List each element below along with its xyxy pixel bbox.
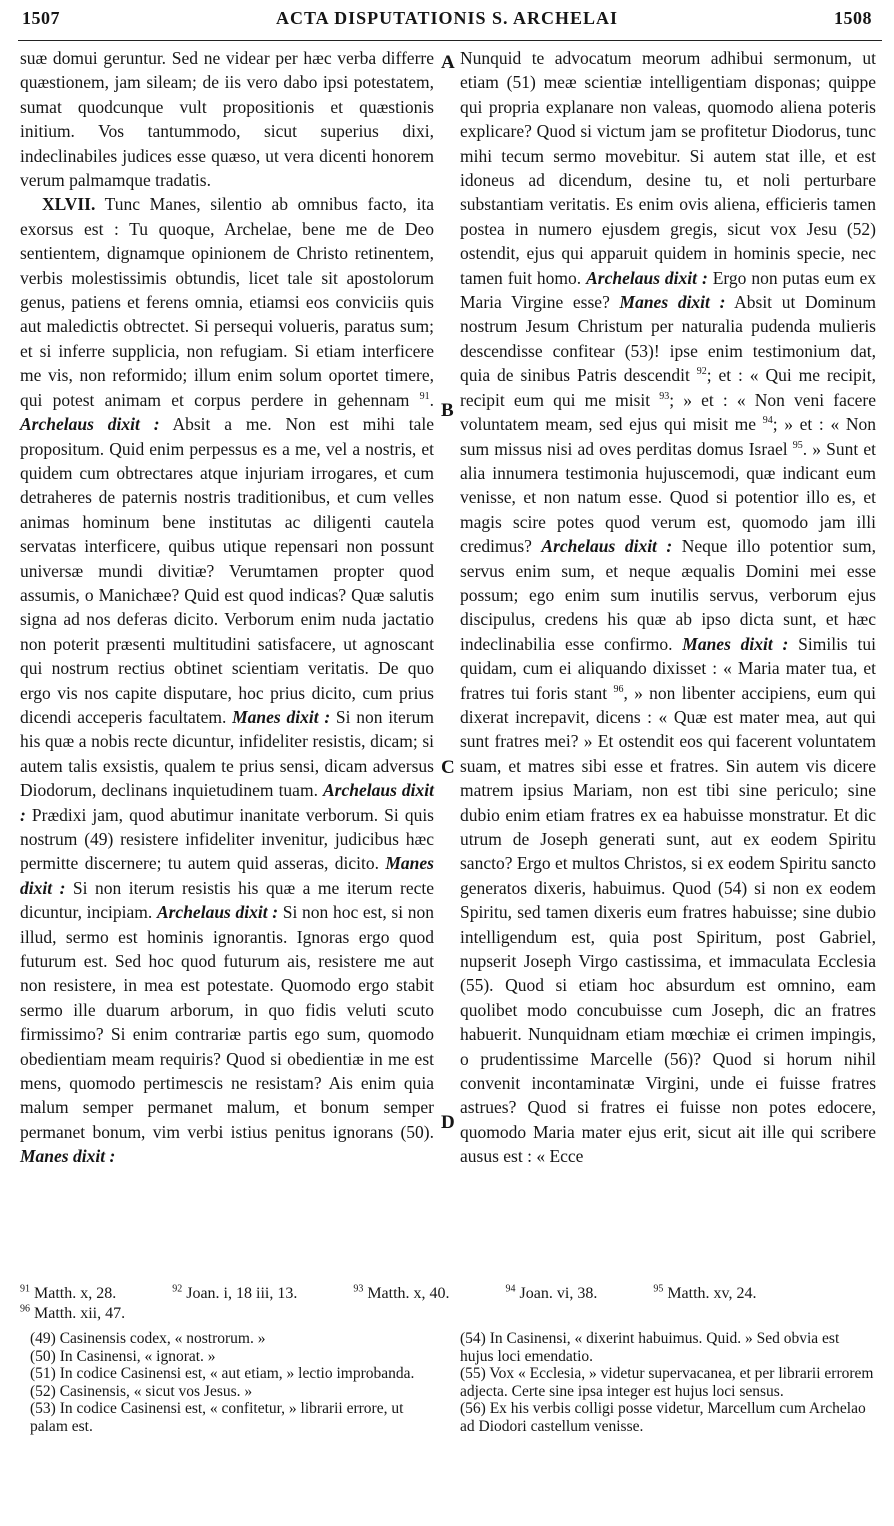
footnote-ref: 96 xyxy=(613,683,624,695)
speaker-label: Archelaus dixit : xyxy=(586,267,708,288)
page-number-left: 1507 xyxy=(22,8,60,28)
speaker-label: Archelaus dixit : xyxy=(20,780,434,825)
right-column xyxy=(460,46,876,1169)
footnote-ref: 91 xyxy=(419,390,430,402)
chapter-number: XLVII. xyxy=(42,194,96,215)
footnote-ref: 95 xyxy=(792,439,803,451)
footnote-ref: 94 xyxy=(762,415,773,427)
speaker-label: Manes dixit : xyxy=(20,1146,116,1167)
footnote: (55) Vox « Ecclesia, » videtur supervacanea, et per librarii errorem adjecta. Certe sine ipsa integer est hujus loci sensus. xyxy=(460,1365,874,1400)
header-rule xyxy=(18,40,882,41)
speaker-label: Manes dixit : xyxy=(619,292,726,313)
running-title: ACTA DISPUTATIONIS S. ARCHELAI xyxy=(275,8,619,28)
margin-marker-b: B xyxy=(441,400,454,421)
bible-note: $^{92}$ Joan. i, 18 iii, 13. xyxy=(172,1283,298,1302)
page-number-right: 1508 xyxy=(834,8,872,28)
speaker-label: Archelaus dixit : xyxy=(20,414,160,435)
paragraph: suæ domui geruntur. Sed ne videar per hæc verba differre quæstionem, jam sileam; de iis vero dabo ipsi potestatem, sumat quodcunque vult propositionis et quæstionis initium. Vos tantummodo, sicut superius dixi, indeclinabiles judices esse quæso, ut vera dicenti honorem verum palmamque tradatis. xyxy=(20,48,434,191)
speaker-label: Archelaus dixit : xyxy=(156,902,279,923)
speaker-label: Manes dixit : xyxy=(232,706,331,727)
margin-marker-c: C xyxy=(441,757,455,778)
bible-references xyxy=(20,1284,880,1324)
footnote: (51) In codice Casinensi est, « aut etiam, » lectio improbanda. xyxy=(30,1365,415,1382)
footnote: (50) In Casinensi, « ignorat. » xyxy=(30,1347,216,1365)
footnote: (56) Ex his verbis colligi posse videtur, Marcellum cum Archelao ad Diodori castellum venisse. xyxy=(460,1400,866,1435)
speaker-label: Manes dixit : xyxy=(682,633,789,654)
left-column xyxy=(20,46,434,1169)
bible-note: $^{95}$ Matth. xv, 24. xyxy=(653,1283,757,1302)
bible-note: $^{91}$ Matth. x, 28. xyxy=(20,1283,117,1302)
footnote-ref: 92 xyxy=(696,366,707,378)
footnote: (53) In codice Casinensi est, « confitetur, » librarii errore, ut palam est. xyxy=(30,1400,404,1435)
bible-note: $^{94}$ Joan. vi, 38. xyxy=(505,1283,598,1302)
margin-marker-d: D xyxy=(441,1112,455,1133)
bible-note: $^{96}$ Matth. xii, 47. xyxy=(20,1303,126,1322)
margin-marker-a: A xyxy=(441,52,455,73)
footnotes-left xyxy=(30,1330,434,1435)
footnote: (49) Casinensis codex, « nostrorum. » xyxy=(30,1330,266,1347)
footnote-ref: 93 xyxy=(659,390,670,402)
footnotes-right xyxy=(460,1330,876,1435)
footnote: (52) Casinensis, « sicut vos Jesus. » xyxy=(30,1382,253,1400)
speaker-label: Manes dixit : xyxy=(20,853,434,898)
paragraph-xlvii: XLVII. Tunc Manes, silentio ab omnibus facto, ita exorsus est : Tu quoque, Archelae, bene me de Deo sentientem, dignamque opinionem de Christo retinentem, verbis molestissimis obtundis, licet tale sit apostolorum genus, patiens et ferens omnia, etiamsi eos conviciis quis aut maledictis obtrectet. Si persequi volueris, paratus sum; et si inferre supplicia, non refugiam. Si etiam interficere me vis, non reformido; illum enim solum oportet timere, qui potest animam et corpus perdere in gehennam $^{91}$. Archelaus dixit : Absit a me. Non est mihi tale propositum. Quid enim perpessus es a me, vel a nostris, et quidem cum obtrectares atque injuriam irrogares, et cum detraheres de paternis nostris traditionibus, et cum velles animas hominum bene institutas ac diligenti cautela servatas interficere, quibus utique repensari non possunt universæ mundi divitiæ? Verumtamen propter quod assumis, o Manichæe? Quid est quod indicas? Quæ salutis signa ad nos deferas dicito. Verborum enim nuda jactatio non poterit præsenti multitudini satisfacere, ut agnoscant qui nostrum rectius obtinet scientiam veritatis. De quo ergo vis nos capite disputare, hoc prius dicito, cum prius dicendi acceperis facultatem. Manes dixit : Si non iterum his quæ a nobis recte dicuntur, infideliter resistis, dicam; si autem talis exsistis, qualem te prius sensi, dicam adversus Diodorum, declinans inquietudinem tuam. Archelaus dixit : Prædixi jam, quod abutimur inanitate verborum. Si quis nostrum (49) resistere infideliter invenitur, judicibus hæc permitte discernere; tu autem quid asseras, dicito. Manes dixit : Si non iterum resistis his quæ a me iterum recte dicuntur, incipiam. Archelaus dixit : Si non hoc est, si non illud, sermo est hominis ignorantis. Ignoras ergo quod futurum est. Sed hoc quod futurum ais, resistere me aut non resistere, in mea est potestate. Quomodo ergo stabit sermo ille duarum arborum, in quo fidis veluti scuto firmissimo? Si enim contrariæ partis ego sum, quomodo obedientiam meam requiris? Quod si obedientiæ in me est mens, quomodo pertimescis ne resistam? Ais enim quia malum semper permanet malum, et bonum semper permanet bonum, vim verbi istius penitus ignorans (50). Manes dixit : xyxy=(20,194,434,1167)
running-header xyxy=(22,8,872,38)
footnote: (54) In Casinensi, « dixerint habuimus. Quid. » Sed obvia est hujus loci emendatio. xyxy=(460,1330,840,1365)
bible-note: $^{93}$ Matth. x, 40. xyxy=(353,1283,450,1302)
paragraph: Nunquid te advocatum meorum adhibui sermonum, ut etiam (51) meæ scientiæ intelligentiam disponas; quippe qui propria explanare non valeas, quomodo aliena poteris explicare? Quod si victum jam se profitetur Diodorus, tunc mihi tecum sermo movebitur. Si autem stat ille, et est idoneus ad dicendum, desine tu, et noli perturbare substantiam veritatis. Es enim ovis aliena, efficieris tamen postea in numero ejusdem gregis, sicut vox Jesu (52) ostendit, ejus qui apparuit quidem in hominis specie, nec tamen fuit homo. Archelaus dixit : Ergo non putas eum ex Maria Virgine esse? Manes dixit : Absit ut Dominum nostrum Jesum Christum per naturalia pudenda mulieris descendisse confitear (53)! ipse enim testimonium dat, quia de sinibus Patris descendit $^{92}$; et : « Qui me recipit, recipit eum qui me misit $^{93}$; » et : « Non veni facere voluntatem meam, sed ejus qui misit me $^{94}$; » et : « Non sum missus nisi ad oves perditas domus Israel $^{95}$. » Sunt et alia innumera testimonia hujuscemodi, quæ indicant eum venisse, et non natum esse. Quod si potentior illo es, et magis scire potes quod verum est, quomodo jam illi credimus? Archelaus dixit : Neque illo potentior sum, servus enim sum, et neque æqualis Domini mei esse possum; ego enim sum inutilis servus, verborum ejus discipulus, credens his quæ ab ipso dicta sunt, et hæc indeclinabilia esse confirmo. Manes dixit : Similis tui quidam, cum ei aliquando dixisset : « Maria mater tua, et fratres tui foris stant $^{96}$, » non libenter accipiens, eum qui dixerat increpavit, dicens : « Quæ est mater mea, aut qui sunt fratres mei? » Et ostendit eos qui facerent voluntatem suam, et matres sibi esse et fratres. Sin autem vis dicere matrem ipsius Mariam, non est tibi sine periculo; sine dubio enim etiam fratres ex ea habuisse monstratur. Et dic utrum de Joseph generati sunt, aut ex eodem Spiritu sancto? Ergo et multos Christos, si ex eodem Spiritu sancto generatos dixeris, habuimus. Quod (54) si non ex eodem Spiritu, sed tamen dixeris eum fratres habuisse; sine dubio intelligendum est, quia post Spiritum, post Gabriel, nupserit Joseph Virgo castissima, et immaculata Ecclesia (55). Quod si etiam hoc absurdum est omnino, eam quolibet modo concubuisse cum Joseph, dic an fratres habuerit. Nunquidnam etiam mœchiæ ei crimen impingis, o prudentissime Marcelle (56)? Quod si horum nihil convenit incontaminatæ Virgini, unde ei fuisse fratres astrues? Quod si fratres ei fuisse non potes edocere, quomodo Maria mater ejus erit, sicut ait ille qui scribere ausus est : « Ecce xyxy=(460,48,877,1167)
speaker-label: Archelaus dixit : xyxy=(541,536,673,557)
